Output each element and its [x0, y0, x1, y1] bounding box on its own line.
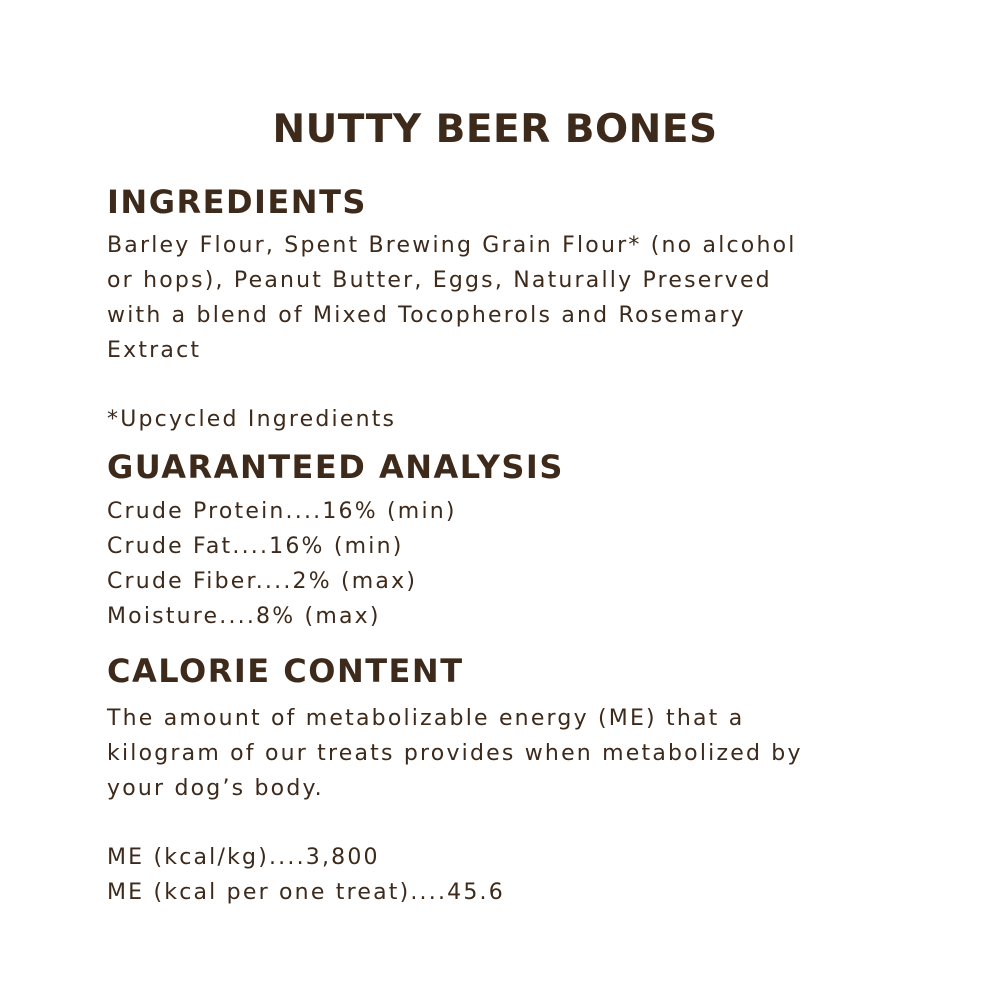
- calorie-description: [107, 701, 877, 806]
- analysis-item: Moisture....8% (max): [107, 604, 381, 629]
- ingredients-footnote: [107, 402, 877, 437]
- calorie-value: ME (kcal/kg)....3,800: [107, 845, 380, 870]
- analysis-item: Crude Fat....16% (min): [107, 534, 404, 559]
- footnote-text: *Upcycled Ingredients: [107, 407, 397, 432]
- analysis-item: Crude Protein....16% (min): [107, 499, 457, 524]
- calorie-heading: CALORIE CONTENT: [107, 652, 464, 690]
- ingredients-line: Barley Flour, Spent Brewing Grain Flour* (no alcohol: [107, 233, 797, 258]
- calorie-value: ME (kcal per one treat)....45.6: [107, 880, 505, 905]
- analysis-item: Crude Fiber....2% (max): [107, 569, 418, 594]
- calorie-line: your dog’s body.: [107, 776, 324, 801]
- ingredients-line: with a blend of Mixed Tocopherols and Rosemary: [107, 303, 746, 328]
- ingredients-text: [107, 228, 877, 368]
- ingredients-line: Extract: [107, 338, 202, 363]
- calorie-values: [107, 840, 877, 910]
- calorie-line: The amount of metabolizable energy (ME) that a: [107, 706, 745, 731]
- calorie-line: kilogram of our treats provides when metabolized by: [107, 741, 803, 766]
- product-title: NUTTY BEER BONES: [272, 107, 718, 152]
- ingredients-line: or hops), Peanut Butter, Eggs, Naturally Preserved: [107, 268, 772, 293]
- analysis-list: [107, 494, 877, 634]
- ingredients-heading: INGREDIENTS: [107, 183, 367, 221]
- analysis-heading: GUARANTEED ANALYSIS: [107, 448, 564, 486]
